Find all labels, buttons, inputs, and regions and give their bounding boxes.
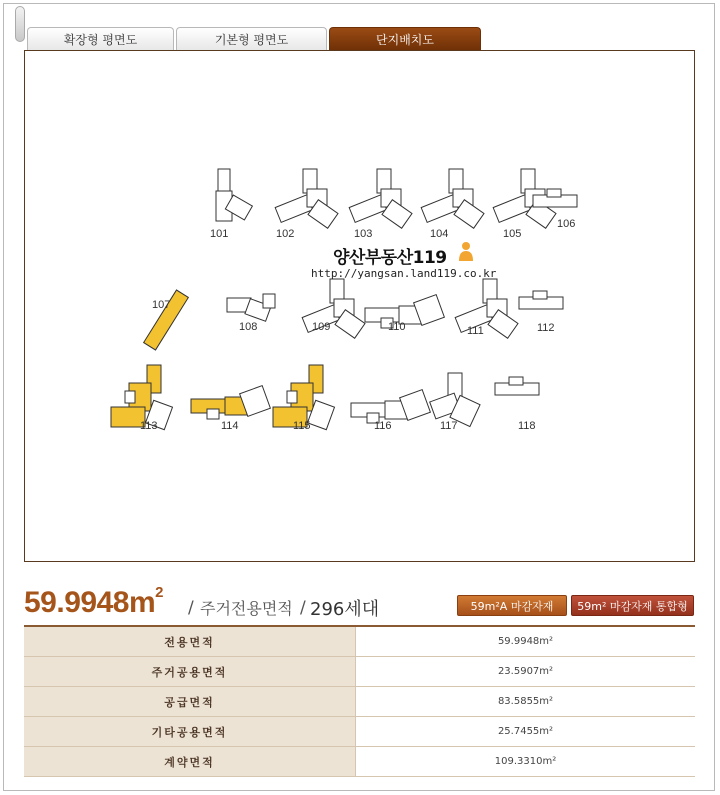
building-110[interactable]: [365, 295, 444, 333]
separator: /: [300, 598, 306, 618]
building-label: 118: [518, 420, 536, 432]
building-115[interactable]: [273, 365, 335, 432]
spec-label: 계약면적: [24, 747, 356, 777]
building-112[interactable]: [519, 291, 563, 334]
tab-site-plan[interactable]: 단지배치도: [329, 27, 481, 51]
building-116[interactable]: [351, 390, 430, 432]
tab-expanded-floorplan[interactable]: 확장형 평면도: [27, 27, 174, 51]
spec-value: 59.9948m²: [356, 626, 696, 657]
site-plan-viewer: [24, 50, 695, 562]
building-label: 113: [140, 420, 158, 432]
building-label: 112: [537, 322, 555, 334]
building-101[interactable]: [210, 169, 252, 240]
building-104[interactable]: [421, 169, 484, 240]
spec-value: 25.7455m²: [356, 717, 696, 747]
spec-label: 주거공용면적: [24, 657, 356, 687]
watermark-url: http://yangsan.land119.co.kr: [311, 267, 497, 280]
spec-label: 기타공용면적: [24, 717, 356, 747]
building-102[interactable]: [275, 169, 338, 240]
spec-label: 공급면적: [24, 687, 356, 717]
separator: /: [188, 598, 194, 618]
table-row: [24, 717, 695, 747]
table-row: [24, 626, 695, 657]
building-111[interactable]: [455, 279, 518, 338]
finish-materials-59a-button[interactable]: 59m²A 마감자재: [457, 595, 567, 616]
area-number: 59.9948m: [24, 586, 156, 619]
table-row: [24, 657, 695, 687]
binder-pin-icon: [15, 6, 25, 42]
building-label: 102: [276, 228, 295, 240]
area-summary: [24, 586, 695, 622]
area-superscript: 2: [155, 584, 163, 601]
building-label: 109: [312, 321, 331, 333]
building-label: 103: [354, 228, 373, 240]
tab-basic-floorplan[interactable]: 기본형 평면도: [176, 27, 327, 51]
building-113[interactable]: [111, 365, 173, 432]
building-label: 110: [388, 321, 406, 333]
building-108[interactable]: [227, 294, 275, 333]
household-count: 296세대: [310, 599, 380, 620]
building-109[interactable]: [302, 279, 365, 338]
table-row: [24, 747, 695, 777]
building-label: 104: [430, 228, 449, 240]
finish-materials-59-merged-button[interactable]: 59m² 마감자재 통합형: [571, 595, 694, 616]
building-label: 107: [152, 299, 171, 311]
building-107[interactable]: [144, 290, 189, 350]
building-label: 115: [293, 420, 311, 432]
table-row: [24, 687, 695, 717]
person-icon: [458, 241, 474, 261]
spec-value: 109.3310m²: [356, 747, 696, 777]
exclusive-area-label: 주거전용면적: [200, 599, 293, 618]
watermark-title: 양산부동산119: [333, 248, 447, 268]
building-114[interactable]: [191, 386, 270, 432]
spec-label: 전용면적: [24, 626, 356, 657]
spec-value: 83.5855m²: [356, 687, 696, 717]
building-103[interactable]: [349, 169, 412, 240]
building-label: 106: [557, 218, 576, 230]
building-label: 117: [440, 420, 458, 432]
area-spec-table: [24, 625, 695, 777]
building-118[interactable]: [495, 377, 539, 432]
building-label: 108: [239, 321, 258, 333]
spec-value: 23.5907m²: [356, 657, 696, 687]
building-117[interactable]: [430, 373, 480, 432]
building-label: 116: [374, 420, 392, 432]
site-plan-map: [25, 51, 694, 561]
building-label: 114: [221, 420, 239, 432]
building-label: 105: [503, 228, 522, 240]
exclusive-area-value: [24, 586, 163, 620]
building-label: 101: [210, 228, 229, 240]
building-label: 111: [467, 325, 484, 337]
